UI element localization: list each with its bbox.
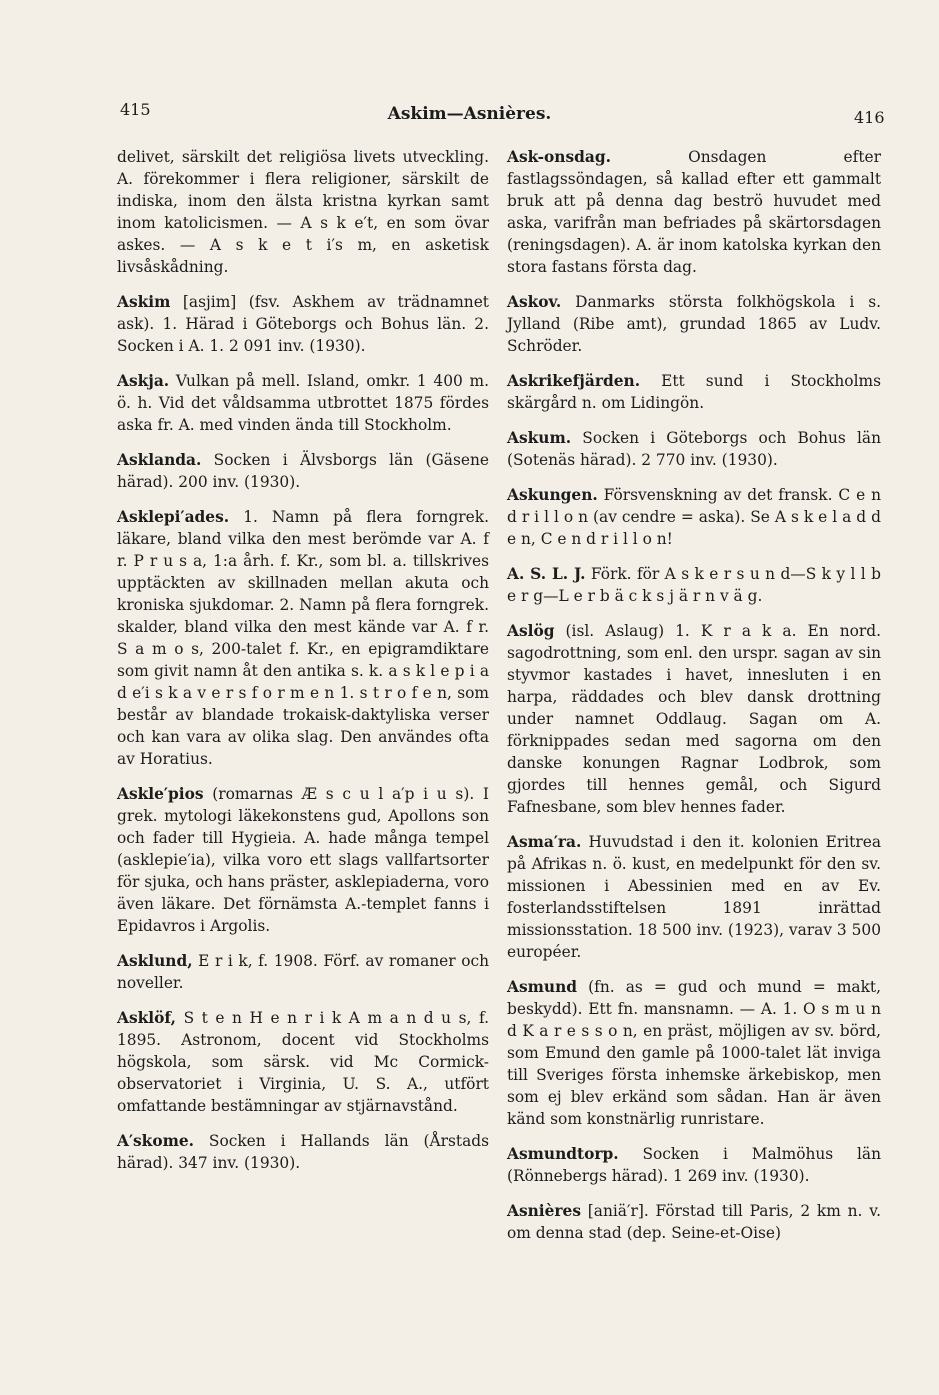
dictionary-entry xyxy=(117,291,489,357)
entry-text: 1. Namn på flera forngrek. läkare, bland vilka den mest berömde var A. f r. P r u s a, 1:a årh. f. Kr., som bl. a. tillskrives upptäckten av skillnaden mellan akuta och kroniska sjukdomar. 2. Namn på flera forngrek. skalder, bland vilka den mest kände var A. f r. S a m o s, 200-talet f. Kr., en epigramdiktare som givit namn åt den antika s. k. a s k l e p i a d e′i s k a v e r s f o r m e n 1. s t r o f e n, som består av blandade trokaisk-daktyliska verser och kan vara av olika slag. Den användes ofta av Horatius. xyxy=(117,508,489,768)
entry-text: [asjim] (fsv. Askhem av trädnamnet ask). 1. Härad i Göteborgs och Bohus län. 2. Socken i A. 1. 2 091 inv. (1930). xyxy=(117,293,489,355)
entry-headword: A. S. L. J. xyxy=(507,565,586,583)
entry-headword: Askja. xyxy=(117,372,170,390)
dictionary-entry xyxy=(117,950,489,994)
entry-headword: Askle′pios xyxy=(117,785,204,803)
dictionary-entry xyxy=(117,146,489,278)
dictionary-entry xyxy=(117,1007,489,1117)
dictionary-entry xyxy=(507,620,881,818)
entry-headword: Asklund, xyxy=(117,952,193,970)
dictionary-entry xyxy=(507,1143,881,1187)
entry-text: Socken i Älvsborgs län (Gäsene härad). 200 inv. (1930). xyxy=(117,451,489,491)
dictionary-entry xyxy=(117,506,489,770)
entry-text: Socken i Göteborgs och Bohus län (Sotenäs härad). 2 770 inv. (1930). xyxy=(507,429,881,469)
right-column xyxy=(507,146,881,1257)
entry-headword: Asmund xyxy=(507,978,578,996)
dictionary-entry xyxy=(507,291,881,357)
dictionary-entry xyxy=(507,484,881,550)
dictionary-entry xyxy=(507,1200,881,1244)
entry-headword: Asnières xyxy=(507,1202,581,1220)
dictionary-entry xyxy=(117,449,489,493)
dictionary-entry xyxy=(507,976,881,1130)
entry-text: delivet, särskilt det religiösa livets utveckling. A. förekommer i flera religioner, särskilt de indiska, inom den älsta kristna kyrkan samt inom katolicismen. — A s k e′t, en som övar askes. — A s k e t i′s m, en asketisk livsåskådning. xyxy=(117,148,489,276)
entry-text: Onsdagen efter fastlagssöndagen, så kallad efter ett gammalt bruk att på denna dag beströ huvudet med aska, varifrån man befriades på skärtorsdagen (reningsdagen). A. är inom katolska kyrkan den stora fastans första dag. xyxy=(507,148,881,276)
entry-text: Danmarks största folkhögskola i s. Jylland (Ribe amt), grundad 1865 av Ludv. Schröder. xyxy=(507,293,881,355)
entry-text: Förk. för A s k e r s u n d—S k y l l b e r g—L e r b ä c k s j ä r n v ä g. xyxy=(507,565,881,605)
entry-text: Socken i Hallands län (Årstads härad). 347 inv. (1930). xyxy=(117,1132,489,1172)
dictionary-entry xyxy=(507,146,881,278)
entry-headword: Ask-onsdag. xyxy=(507,148,612,166)
dictionary-entry xyxy=(117,1130,489,1174)
entry-headword: A′skome. xyxy=(117,1132,195,1150)
page-number-left: 415 xyxy=(120,100,151,119)
entry-text: E r i k, f. 1908. Förf. av romaner och noveller. xyxy=(117,952,489,992)
entry-headword: Asma′ra. xyxy=(507,833,582,851)
entry-text: Ett sund i Stockholms skärgård n. om Lidingön. xyxy=(507,372,881,412)
entry-headword: Askungen. xyxy=(507,486,598,504)
dictionary-entry xyxy=(507,831,881,963)
dictionary-entry xyxy=(507,427,881,471)
entry-headword: Asklöf, xyxy=(117,1009,177,1027)
entry-headword: Aslög xyxy=(507,622,555,640)
entry-text: (isl. Aslaug) 1. K r a k a. En nord. sagodrottning, som enl. den urspr. sagan av sin styvmor kastades i havet, innesluten i en harpa, räddades och blev dansk drottning under namnet Oddlaug. Sagan om A. förknippades sedan med sagorna om den danske konungen Ragnar Lodbrok, som gjordes till hennes gemål, och Sigurd Fafnesbane, som blev hennes fader. xyxy=(507,622,881,816)
entry-headword: Askov. xyxy=(507,293,562,311)
entry-text: Försvenskning av det fransk. C e n d r i l l o n (av cendre = aska). Se A s k e l a d d e n, C e n d r i l l o n! xyxy=(507,486,881,548)
dictionary-entry xyxy=(117,370,489,436)
left-column xyxy=(117,146,489,1187)
entry-text: Socken i Malmöhus län (Rönnebergs härad). 1 269 inv. (1930). xyxy=(507,1145,881,1185)
entry-headword: Asklanda. xyxy=(117,451,202,469)
entry-headword: Asmundtorp. xyxy=(507,1145,619,1163)
dictionary-entry xyxy=(507,563,881,607)
entry-text: [aniä′r]. Förstad till Paris, 2 km n. v. om denna stad (dep. Seine-et-Oise) xyxy=(507,1202,881,1242)
running-head: Askim—Asnières. xyxy=(387,104,552,124)
page-number-right: 416 xyxy=(854,108,885,127)
dictionary-entry xyxy=(507,370,881,414)
entry-headword: Asklepi′ades. xyxy=(117,508,230,526)
entry-text: (romarnas Æ s c u l a′p i u s). I grek. mytologi läkekonstens gud, Apollons son och fader till Hygieia. A. hade många tempel (asklepie′ia), vilka voro ett slags vallfartsorter för sjuka, och hans präster, asklepiaderna, voro även läkare. Det förnämsta A.-templet fanns i Epidavros i Argolis. xyxy=(117,785,489,935)
entry-headword: Askrikefjärden. xyxy=(507,372,641,390)
entry-text: (fn. as = gud och mund = makt, beskydd). Ett fn. mansnamn. — A. 1. O s m u n d K a r e s s o n, en präst, möjligen av sv. börd, som Emund den gamle på 1000-talet lät inviga till Sveriges första inhemske ärkebiskop, men som ej blev erkänd som sådan. Han är även känd som konstnärlig runristare. xyxy=(507,978,881,1128)
entry-text: Vulkan på mell. Island, omkr. 1 400 m. ö. h. Vid det våldsamma utbrottet 1875 fördes aska fr. A. med vinden ända till Stockholm. xyxy=(117,372,489,434)
entry-headword: Askim xyxy=(117,293,171,311)
entry-text: S t e n H e n r i k A m a n d u s, f. 1895. Astronom, docent vid Stockholms högskola, som särsk. vid Mc Cormick-observatoriet i Virginia, U. S. A., utfört omfattande bestämningar av stjärnavstånd. xyxy=(117,1009,489,1115)
dictionary-entry xyxy=(117,783,489,937)
entry-text: Huvudstad i den it. kolonien Eritrea på Afrikas n. ö. kust, en medelpunkt för den sv. missionen i Abessinien med en av Ev. fosterlandsstiftelsen 1891 inrättad missionsstation. 18 500 inv. (1923), varav 3 500 européer. xyxy=(507,833,881,961)
entry-headword: Askum. xyxy=(507,429,572,447)
